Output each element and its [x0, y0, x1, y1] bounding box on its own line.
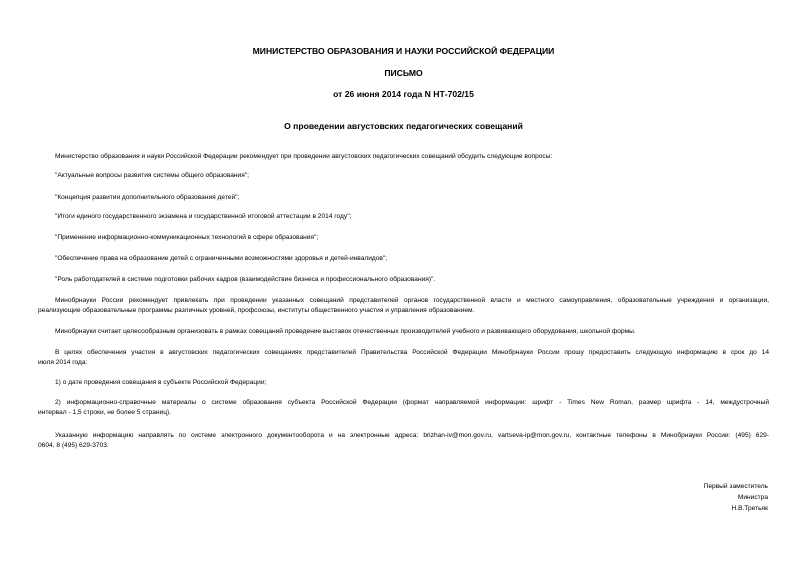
- topic-item: "Применение информационно-коммуникационных технологий в сфере образования";: [55, 234, 319, 241]
- contacts-paragraph-line: Указанную информацию направлять по системе электронного документооборота и на электронные адреса: brizhan-iv@mon.gov.ru, vartseva-ip@mon.gov.ru, контактные телефоны в Минобрнауки России: (495) 629-: [55, 432, 769, 439]
- topic-item: "Роль работодателей в системе подготовки рабочих кадров (взаимодействие бизнеса и профессионального образования)".: [55, 276, 436, 283]
- intro-paragraph: Министерство образования и науки Российской Федерации рекомендует при проведении августовских педагогических совещаний обсудить следующие вопросы:: [55, 153, 553, 160]
- document-subject: О проведении августовских педагогических совещаний: [284, 121, 523, 131]
- ministry-heading: МИНИСТЕРСТВО ОБРАЗОВАНИЯ И НАУКИ РОССИЙСКОЙ ФЕДЕРАЦИИ: [252, 46, 555, 56]
- topic-item: "Итоги единого государственного экзамена и государственной итоговой аттестации в 2014 году";: [55, 213, 352, 220]
- request-item-2-line: 2) информационно-справочные материалы о системе образования субъекта Российской Федерации (формат направляемой информации: шрифт - Times New Roman, размер шрифта - 14, междустрочный: [55, 399, 769, 406]
- signatory-name: Н.В.Третьяк: [731, 505, 768, 512]
- request-paragraph-line: июля 2014 года:: [38, 359, 88, 366]
- topic-item: "Концепция развития дополнительного образования детей";: [55, 194, 240, 201]
- exhibitions-paragraph: Минобрнауки считает целесообразным организовать в рамках совещаний проведение выставок отечественных производителей учебного и развивающего оборудования, школьной формы.: [55, 328, 636, 335]
- topic-item: "Обеспечение права на образование детей с ограниченными возможностями здоровья и детей-инвалидов";: [55, 255, 388, 262]
- contacts-paragraph-line: 0604, 8 (495) 629-3703.: [38, 442, 109, 449]
- topic-item: "Актуальные вопросы развития системы общего образования";: [55, 172, 249, 179]
- signatory-position: Министра: [737, 494, 768, 501]
- request-paragraph-line: В целях обеспечения участия в августовских педагогических совещаниях представителей Правительства Российской Федерации Минобрнауки России прошу предоставить следующую информацию в срок до 14: [55, 349, 769, 356]
- signatory-position: Первый заместитель: [703, 483, 768, 490]
- document-date-number: от 26 июня 2014 года N НТ-702/15: [333, 89, 474, 99]
- request-item-1: 1) о дате проведения совещания в субъекте Российской Федерации;: [55, 379, 267, 386]
- recommend-paragraph-line: Минобрнауки России рекомендует привлекать при проведении указанных совещаний представителей органов государственной власти и местного самоуправления, образовательные учреждения и организации,: [55, 297, 769, 304]
- request-item-2-line: интервал - 1,5 строки, не более 5 страниц).: [38, 409, 172, 416]
- recommend-paragraph-line: реализующие образовательные программы различных уровней, профсоюзы, институты общественного участия и управления образованием.: [38, 307, 475, 314]
- document-type: ПИСЬМО: [384, 68, 423, 78]
